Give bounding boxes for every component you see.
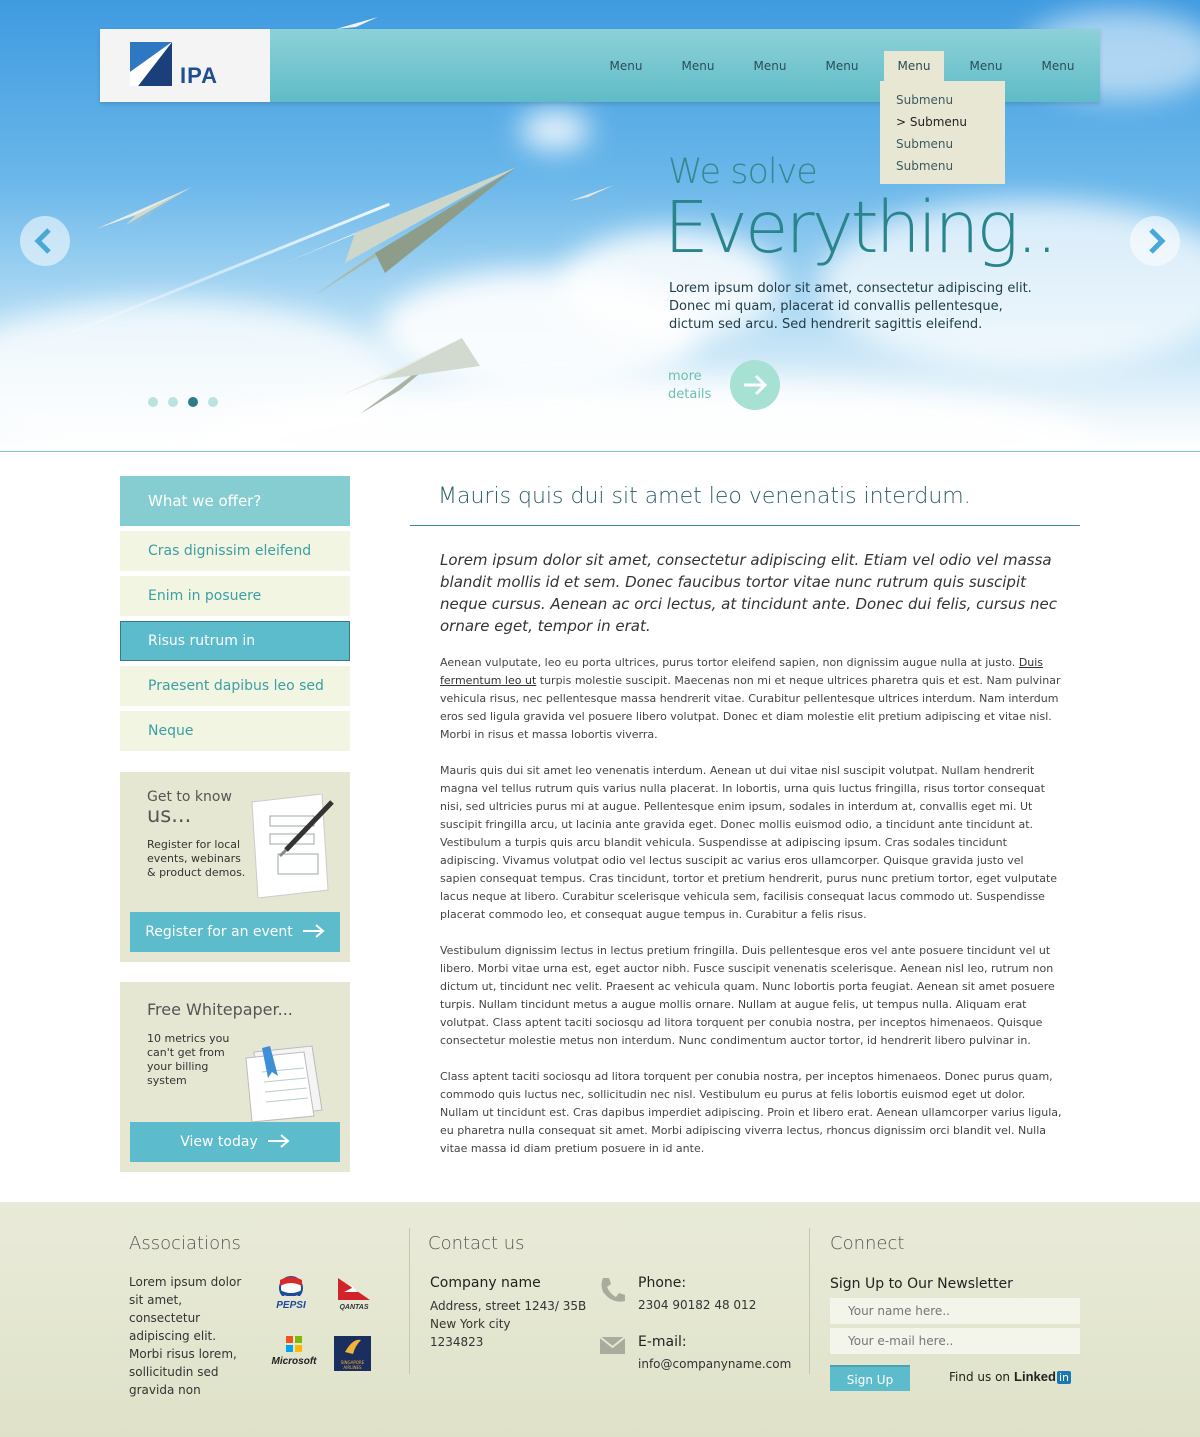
arrow-right-icon <box>730 360 780 410</box>
qantas-logo <box>334 1278 374 1311</box>
paper-plane-icon <box>285 163 521 303</box>
view-whitepaper-button[interactable] <box>130 1122 340 1162</box>
submenu-dropdown <box>880 81 1005 184</box>
phone-label: Phone: <box>638 1275 687 1291</box>
signup-button[interactable]: Sign Up <box>830 1365 910 1391</box>
newsletter-heading: Sign Up to Our Newsletter <box>830 1276 1013 1292</box>
qantas-label: QANTAS <box>339 1304 369 1311</box>
envelope-icon <box>600 1337 625 1354</box>
company-name: Company name <box>430 1275 541 1291</box>
linkedin-logo-text: Linked <box>1014 1369 1056 1384</box>
paragraph-1-end: turpis molestie suscipit. Maecenas non mi et neque ultrices pharetra quis et est. Nam pulvinar vehicula risus, nec pellentesque massa hendrerit vitae. Curabitur pellentesque ultrices interdum. Nam interdum eros sed ligula gravida vel posuere libero volutpat. Donec et diam molestie elit pretium adipiscing et vitae nisl. Morbi in risus et massa lobortis viverra. <box>440 674 1061 741</box>
slide-dot[interactable] <box>148 397 158 407</box>
slide-indicators <box>148 397 218 407</box>
paragraph-3: Vestibulum dignissim lectus in lectus pretium fringilla. Duis pellentesque eros vel ante posuere tincidunt vel ut libero. Morbi vitae urna est, eget auctor nibh. Fusce suscipit venenatis scelerisque. Aenean nisl leo, rutrum non dictum ut, tincidunt nec velit. Praesent ac vehicula quam. Nunc lobortis porta feugiat. Aenean sit amet posuere turpis. Nullam tincidunt metus a augue mollis ornare. Nullam at augue felis, ut tempus nulla. Aliquam erat volutpat. Class aptent taciti sociosqu ad litora torquent per conubia nostra, per inceptos himenaeos. Quisque consectetur molestie metus non interdum. Nunc condimentum auctor tortor, id hendrerit libero pulvinar in. <box>440 944 1055 1047</box>
pepsi-logo-icon <box>275 1276 307 1296</box>
submenu-item-current[interactable]: > Submenu <box>896 115 967 129</box>
pepsi-logo <box>268 1276 314 1311</box>
form-pen-icon <box>246 794 336 898</box>
paragraph-4: Class aptent taciti sociosqu ad litora torquent per conubia nostra, per inceptos himenaeos. Donec purus quam, commodo quis luctus nec, sollicitudin nec nisl. Vestibulum eu purus at felis lobortis euismod eget ut dolor. Nullam ut tincidunt est. Cras dapibus imperdiet adipiscing. Proin et libero erat. Aenean ullamcorper varius ligula, eu pharetra nulla consequat sit amet. Morbi adipiscing viverra lectus, rhoncus dignissim orci blandit vel. Nulla vitae massa id diam pretium posuere in id ante. <box>440 1070 1062 1155</box>
hero-text: Lorem ipsum dolor sit amet, consectetur adipiscing elit. Donec mi quam, placerat id convallis pellentesque, dictum sed arcu. Sed hendrerit sagittis eleifend. <box>669 281 1032 332</box>
event-promo-box <box>120 772 350 962</box>
email-label: E-mail: <box>638 1334 687 1350</box>
hero-title: Everything.. <box>664 186 1056 269</box>
brand-name: IPA <box>180 63 219 88</box>
address-line2: New York city <box>430 1317 511 1331</box>
associations-title: Associations <box>129 1233 241 1254</box>
singapore-airlines-label: SINGAPORE AIRLINES <box>340 1360 365 1370</box>
paper-plane-icon <box>96 185 196 241</box>
nav-item-active[interactable]: Menu <box>884 51 944 81</box>
promo-line2: us... <box>147 803 192 827</box>
register-event-label: Register for an event <box>145 924 293 940</box>
paper-plane-icon <box>570 183 616 209</box>
email-address[interactable]: info@companyname.com <box>638 1357 792 1371</box>
associations-text: Lorem ipsum dolor sit amet, consectetur adipiscing elit. Morbi risus lorem, sollicitudin sed gravida non <box>129 1275 242 1397</box>
singapore-airlines-logo <box>334 1336 371 1371</box>
footer-divider <box>409 1228 410 1374</box>
nav-item[interactable]: Menu <box>969 59 1003 73</box>
windows-flag-icon <box>286 1336 302 1352</box>
register-event-button[interactable] <box>130 912 340 952</box>
hero-subtitle: We solve <box>668 152 817 192</box>
singapore-bird-icon <box>343 1338 363 1356</box>
phone-icon <box>600 1276 626 1304</box>
whitepaper-title: Free Whitepaper... <box>147 1000 293 1019</box>
linkedin-link[interactable] <box>949 1369 1071 1384</box>
prev-slide-button[interactable] <box>20 216 70 266</box>
chevron-left-icon <box>20 216 70 266</box>
arrow-right-icon <box>303 924 325 938</box>
view-today-label: View today <box>180 1134 258 1150</box>
pepsi-label: PEPSI <box>276 1300 306 1311</box>
document-bookmark-icon <box>232 1042 328 1122</box>
sidebar-heading: What we offer? <box>120 476 350 526</box>
cloud <box>520 110 590 150</box>
microsoft-logo <box>264 1336 324 1367</box>
next-slide-button[interactable] <box>1130 216 1180 266</box>
whitepaper-promo-box <box>120 982 350 1172</box>
main-nav <box>590 51 1094 81</box>
paragraph-1 <box>440 654 1062 744</box>
nav-item[interactable]: Menu <box>1041 59 1075 73</box>
newsletter-email-input[interactable] <box>830 1328 1080 1354</box>
ipa-logo-icon <box>130 42 172 86</box>
promo-text: Register for local events, webinars & product demos. <box>147 838 246 879</box>
slide-dot-active[interactable] <box>188 397 198 407</box>
sidebar-item[interactable]: Neque <box>120 711 350 751</box>
phone-number: 2304 90182 48 012 <box>638 1298 757 1312</box>
more-details-button[interactable] <box>730 360 780 410</box>
more-line: more <box>668 369 702 384</box>
paper-plane-icon <box>340 336 482 416</box>
submenu-item[interactable]: Submenu <box>896 137 954 151</box>
arrow-right-icon <box>268 1134 290 1148</box>
contact-title: Contact us <box>428 1233 525 1254</box>
content-title: Mauris quis dui sit amet leo venenatis interdum. <box>438 484 971 509</box>
nav-item[interactable]: Menu <box>825 59 859 73</box>
title-divider <box>410 525 1080 526</box>
submenu-item[interactable]: Submenu <box>896 159 954 173</box>
nav-item[interactable]: Menu <box>609 59 643 73</box>
connect-title: Connect <box>830 1233 905 1254</box>
submenu-item[interactable]: Submenu <box>896 93 954 107</box>
address-line1: Address, street 1243/ 35B <box>430 1299 587 1313</box>
linkedin-in-icon: in <box>1058 1371 1069 1384</box>
logo[interactable] <box>100 29 270 102</box>
promo-line1: Get to know <box>147 789 232 805</box>
microsoft-label: Microsoft <box>271 1356 317 1367</box>
lead-paragraph: Lorem ipsum dolor sit amet, consectetur adipiscing elit. Etiam vel odio vel massa blandit mollis id et sem. Donec faucibus tortor vitae nunc rutrum quis suscipit neque cursus. Aenean ac orci lectus, at tincidunt ante. Donec dui felis, cursus nec ornare eget, tempor in erat. <box>440 551 1057 635</box>
more-details-link[interactable] <box>668 368 711 404</box>
paragraph-1-start: Aenean vulputate, leo eu porta ultrices, purus tortor eleifend sapien, non dignissim augue nulla at justo. <box>440 656 1019 669</box>
address-line3: 1234823 <box>430 1335 484 1349</box>
footer-divider <box>809 1228 810 1374</box>
newsletter-name-input[interactable] <box>830 1298 1080 1324</box>
slide-dot[interactable] <box>208 397 218 407</box>
paragraph-2: Mauris quis dui sit amet leo venenatis interdum. Aenean ut dui vitae nisl suscipit volutpat. Nullam hendrerit magna vel tellus rutrum quis varius nulla placerat. In lobortis, urna quis luctus fringilla, risus tortor consequat nisi, sed ultricies purus mi at augue. Pellentesque enim ipsum, sodales in interdum at, convallis eget mi. Ut suscipit fringilla arcu, ut lacinia ante gravida eget. Donec mollis euismod odio, a tincidunt ante tincidunt at. Vestibulum a turpis quis arcu blandit vehicula. Suspendisse at adipiscing ipsum. Cras sodales tincidunt adipiscing. Vivamus volutpat odio vel lectus suscipit ac varius eros ullamcorper. Quisque gravida justo vel sapien consequat tempus. Cras tincidunt, tortor et pretium hendrerit, purus nunc pretium tortor, eget vulputate lacus neque at libero. Curabitur scelerisque vehicula sem, facilisis consequat lacus commodo ut. Suspendisse placerat commodo leo, et consequat augue tempus in. Curabitur a felis risus. <box>440 764 1058 921</box>
qantas-logo-icon <box>338 1278 370 1300</box>
details-line: details <box>668 387 712 402</box>
nav-item[interactable]: Menu <box>753 59 787 73</box>
inline-link[interactable]: Duis fermentum leo ut <box>440 656 1044 687</box>
whitepaper-text: 10 metrics you can't get from your billing system <box>147 1032 230 1087</box>
sidebar-item-active[interactable]: Risus rutrum in <box>120 621 350 661</box>
nav-item[interactable]: Menu <box>681 59 715 73</box>
sidebar-item[interactable]: Cras dignissim eleifend <box>120 531 350 571</box>
sidebar-item[interactable]: Enim in posuere <box>120 576 350 616</box>
find-us-text: Find us on <box>949 1370 1011 1384</box>
chevron-right-icon <box>1130 216 1180 266</box>
slide-dot[interactable] <box>168 397 178 407</box>
sidebar-item[interactable]: Praesent dapibus leo sed <box>120 666 350 706</box>
